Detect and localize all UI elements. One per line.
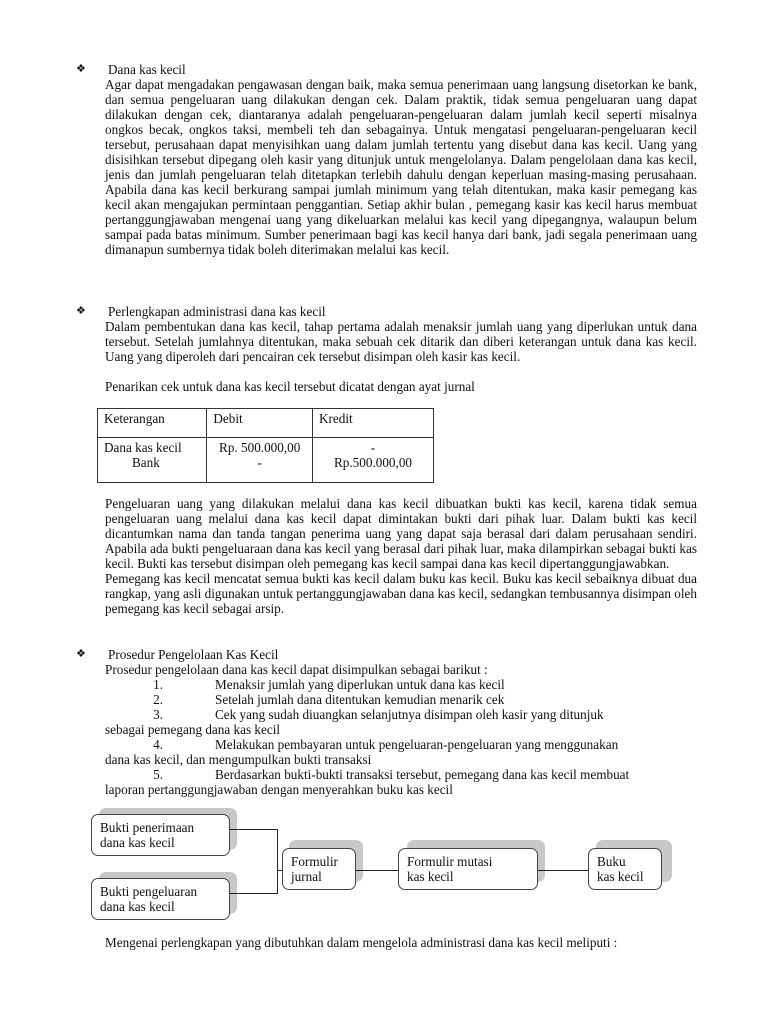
- closing-paragraph: [105, 935, 697, 950]
- cell-line: -: [257, 455, 262, 470]
- cell-line: Dana kas kecil: [104, 440, 182, 455]
- step-text: Menaksir jumlah yang diperlukan untuk dana kas kecil: [215, 677, 505, 692]
- cell-line: Bank: [132, 455, 160, 470]
- section-body: [105, 662, 697, 677]
- step-text: Setelah jumlah dana ditentukan kemudian menarik cek: [215, 692, 505, 707]
- step-number: 2.: [153, 692, 163, 707]
- box-label: kas kecil: [407, 869, 454, 884]
- step-number: 1.: [153, 677, 163, 692]
- box-label: dana kas kecil: [100, 899, 175, 914]
- box-label: kas kecil: [597, 869, 644, 884]
- connector-line: [229, 829, 277, 830]
- table-cell-debit: [207, 438, 313, 483]
- step-number: 5.: [153, 767, 163, 782]
- step-text: Berdasarkan bukti-bukti transaksi tersebut, pemegang dana kas kecil membuat: [215, 767, 630, 782]
- flow-box-bukti-penerimaan: [91, 814, 230, 856]
- diamond-bullet-icon: ❖: [76, 305, 86, 317]
- connector-line: [355, 870, 399, 871]
- flow-box-formulir-mutasi: [398, 848, 538, 890]
- connector-line: [537, 870, 588, 871]
- box-label: Formulir: [291, 854, 338, 869]
- box-label: Bukti penerimaan: [100, 820, 195, 835]
- column-header: Kredit: [313, 409, 434, 438]
- box-label: dana kas kecil: [100, 835, 175, 850]
- diamond-bullet-icon: ❖: [76, 63, 86, 75]
- flow-box-bukti-pengeluaran: [91, 878, 230, 920]
- cell-line: Rp.500.000,00: [333, 455, 413, 470]
- box-label: Bukti pengeluaran: [100, 884, 198, 899]
- step-text-continued: laporan pertanggungjawaban dengan menyerahkan buku kas kecil: [105, 782, 453, 797]
- paragraph: Dalam pembentukan dana kas kecil, tahap pertama adalah menaksir jumlah uang yang diperlukan untuk dana tersebut. Setelah jumlahnya ditentukan, maka sebuah cek ditarik dan diberi keterangan untuk dana kas kecil. Uang yang diperoleh dari pencairan cek tersebut disimpan oleh kasir kas kecil.: [105, 319, 697, 364]
- section-title: Perlengkapan administrasi dana kas kecil: [108, 304, 326, 319]
- box-label: Buku: [597, 854, 626, 869]
- step-number: 3.: [153, 707, 163, 722]
- column-header: Debit: [207, 409, 313, 438]
- step-text: Cek yang sudah diuangkan selanjutnya disimpan oleh kasir yang ditunjuk: [215, 707, 604, 722]
- procedure-flowchart: [0, 800, 768, 930]
- diamond-bullet-icon: ❖: [76, 648, 86, 660]
- cell-line: -: [370, 440, 376, 455]
- section-body: [105, 379, 697, 394]
- connector-line: [229, 893, 277, 894]
- paragraph: Agar dapat mengadakan pengawasan dengan baik, maka semua penerimaan uang langsung disetorkan ke bank, dan semua pengeluaran uang dilakukan dengan cek. Dalam praktik, tidak semua pengeluaran uang dapat dilakukan dengan cek, diantaranya adalah pengeluaran-pengeluaran dalam jumlah kecil seperti misalnya ongkos becak, ongkos taksi, membeli teh dan sebagainya. Untuk mengatasi pengeluaran-pengeluaran kecil tersebut, perusahaan dapat menyisihkan uang dalam jumlah tertentu yang disebut dana kas kecil. Uang yang disisihkan tersebut dipegang oleh kasir yang ditunjuk untuk mengelolanya. Dalam pengelolaan dana kas kecil, jenis dan jumlah pengeluaran telah ditetapkan terlebih dahulu dengan keperluan masing-masing perusahaan. Apabila dana kas kecil berkurang sampai jumlah minimum yang telah ditentukan, maka kasir pemegang kas kecil akan mengajukan permintaan penggantian. Setiap akhir bulan , pemegang kasir kas kecil harus membuat pertanggungjawaban mengenai uang yang dikeluarkan melalui kas kecil yang dipegangnya, walaupun belum sampai pada batas minimum. Sumber penerimaan bagi kas kecil hanya dari bank, jadi segala penerimaan uang dimanapun sumbernya tidak boleh diterimakan melalui kas kecil.: [105, 77, 697, 257]
- section-title: Prosedur Pengelolaan Kas Kecil: [108, 647, 279, 662]
- step-text-continued: sebagai pemegang dana kas kecil: [105, 722, 281, 737]
- column-header: Keterangan: [98, 409, 207, 438]
- box-label: Formulir mutasi: [407, 854, 493, 869]
- list-item: [105, 737, 697, 767]
- section-heading-dana-kas-kecil: [76, 62, 186, 77]
- section-body: [105, 319, 697, 364]
- paragraph: Penarikan cek untuk dana kas kecil tersebut dicatat dengan ayat jurnal: [105, 379, 475, 394]
- connector-line: [277, 829, 278, 894]
- table-cell-keterangan: [98, 438, 207, 483]
- table-cell-kredit: [313, 438, 434, 483]
- flow-box-buku-kas-kecil: [588, 848, 662, 890]
- section-body: [105, 496, 697, 616]
- box-label: jurnal: [291, 869, 322, 884]
- step-number: 4.: [153, 737, 163, 752]
- table-row: [98, 438, 434, 483]
- list-item: [105, 692, 697, 707]
- table-header-row: [98, 409, 434, 438]
- list-item: [105, 767, 697, 797]
- section-title: Dana kas kecil: [108, 62, 186, 77]
- section-heading-perlengkapan: [76, 304, 326, 319]
- list-item: [105, 707, 697, 737]
- paragraph: Mengenai perlengkapan yang dibutuhkan dalam mengelola administrasi dana kas kecil meliputi :: [105, 935, 618, 950]
- paragraph: Pengeluaran uang yang dilakukan melalui dana kas kecil dibuatkan bukti kas kecil, karena tidak semua pengeluaran uang melalui dana kas kecil dapat dimintakan bukti dari pihak luar. Dalam bukti kas kecil dicantumkan nama dan tanda tangan penerima uang yang dapat saja berasal dari dalam perusahaan sendiri. Apabila ada bukti pengeluaraan dana kas kecil yang berasal dari pihak luar, maka dilampirkan sebagai bukti kas kecil. Bukti kas tersebut disimpan oleh pemegang kas kecil sampai dana kas kecil dipertanggungjawabkan.: [105, 496, 697, 571]
- journal-entry-table: [97, 408, 434, 483]
- step-text: Melakukan pembayaran untuk pengeluaran-pengeluaran yang menggunakan: [215, 737, 619, 752]
- step-text-continued: dana kas kecil, dan mengumpulkan bukti transaksi: [105, 752, 372, 767]
- section-body: [105, 77, 697, 257]
- procedure-steps-list: [105, 677, 697, 797]
- paragraph: Pemegang kas kecil mencatat semua bukti kas kecil dalam buku kas kecil. Buku kas kecil sebaiknya dibuat dua rangkap, yang asli digunakan untuk pertanggungjawaban dana kas kecil, sedangkan tembusannya disimpan oleh pemegang kas kecil sebagai arsip.: [105, 571, 697, 616]
- flow-box-formulir-jurnal: [282, 848, 356, 890]
- section-heading-prosedur: [76, 647, 278, 662]
- list-item: [105, 677, 697, 692]
- paragraph: Prosedur pengelolaan dana kas kecil dapat disimpulkan sebagai barikut :: [105, 662, 488, 677]
- cell-line: Rp. 500.000,00: [219, 440, 301, 455]
